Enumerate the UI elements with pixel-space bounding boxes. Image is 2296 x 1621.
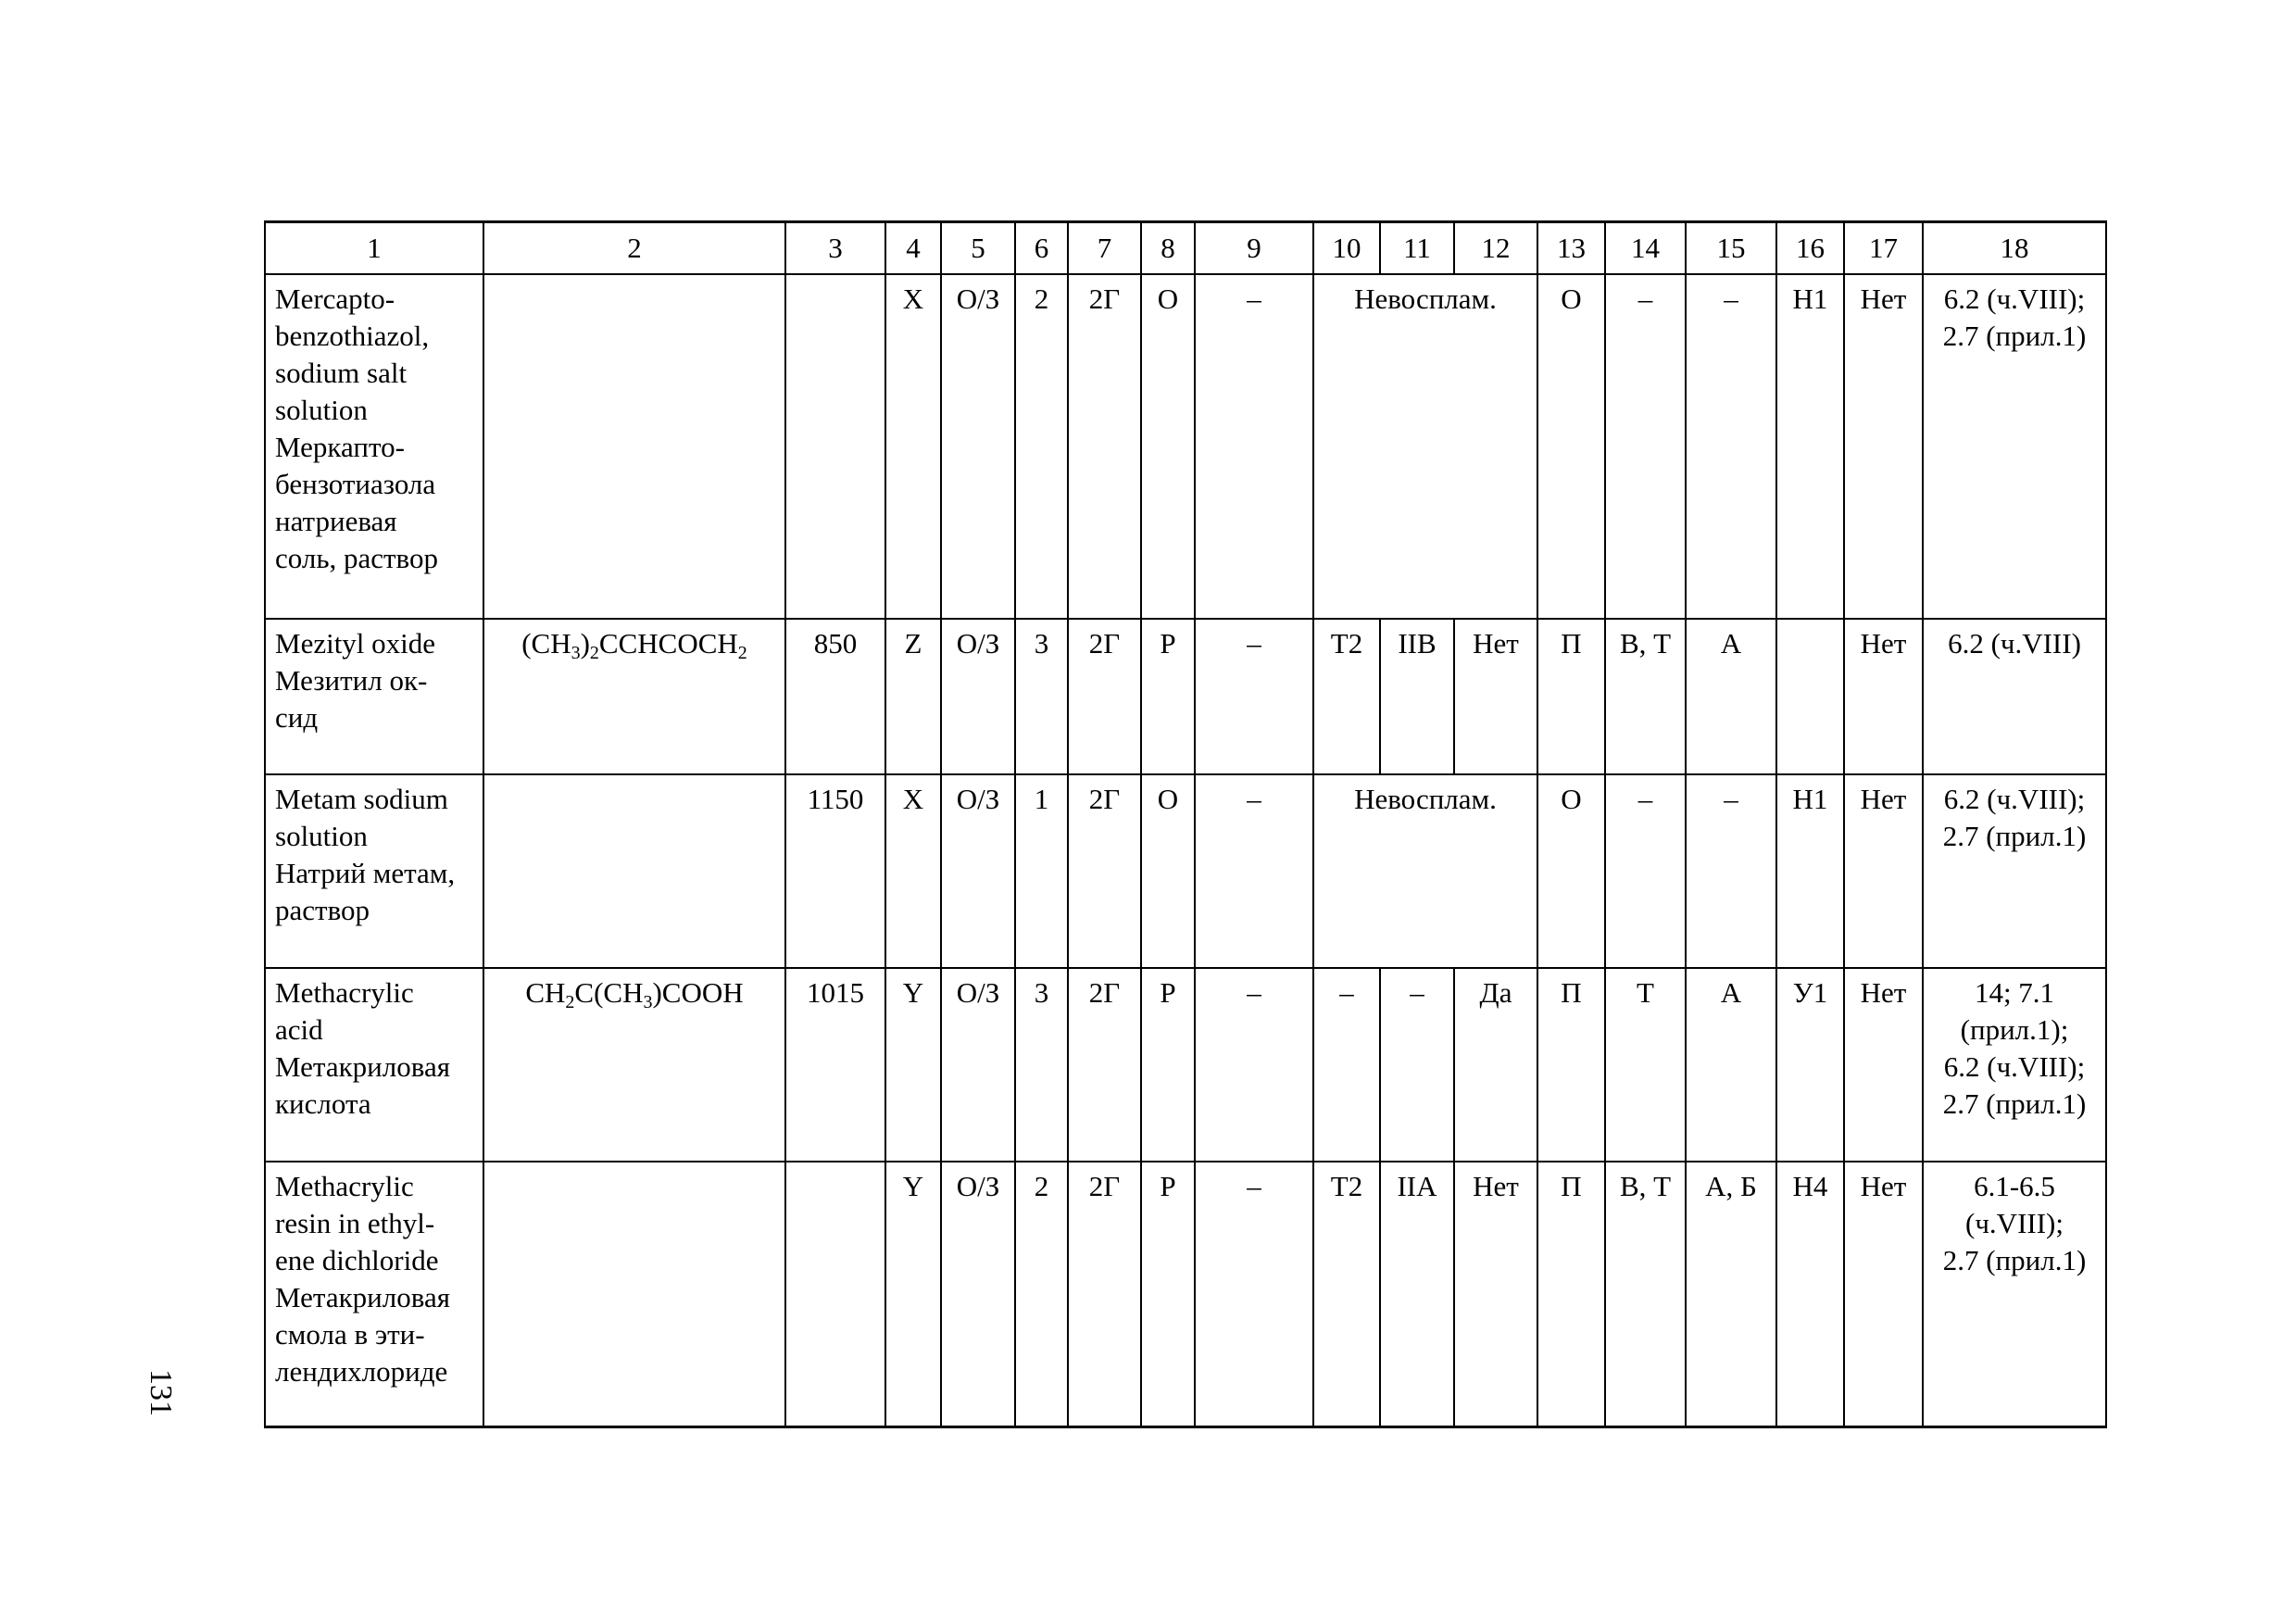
name-line: смола в эти-: [275, 1318, 425, 1351]
table-cell: Y: [885, 968, 941, 1162]
name-line: соль, раствор: [275, 542, 438, 574]
substance-name-cell: [265, 619, 483, 774]
header-cell: 10: [1313, 222, 1380, 275]
table-row: [265, 1162, 2106, 1427]
name-line: sodium salt: [275, 357, 408, 389]
table-cell: О/З: [941, 274, 1015, 619]
name-line: resin in ethyl-: [275, 1207, 435, 1239]
reference-line: 6.2 (ч.VIII);: [1943, 783, 2086, 815]
table-cell: А: [1686, 968, 1776, 1162]
formula-cell: [483, 968, 785, 1162]
table-cell: В, Т: [1605, 1162, 1686, 1427]
table-row: [265, 968, 2106, 1162]
table-cell: –: [1605, 274, 1686, 619]
formula-part: )COOH: [652, 976, 744, 1009]
name-line: benzothiazol,: [275, 320, 430, 352]
table-cell: Z: [885, 619, 941, 774]
table-cell: О: [1141, 274, 1195, 619]
name-line: solution: [275, 394, 368, 426]
table-cell: А, Б: [1686, 1162, 1776, 1427]
name-line: Меркапто-: [275, 431, 405, 463]
formula-part: C(CH: [574, 976, 644, 1009]
table-cell: Н1: [1776, 774, 1844, 968]
name-line: Mercapto-: [275, 283, 395, 315]
reference-line: 2.7 (прил.1): [1942, 820, 2087, 852]
reference-line: 2.7 (прил.1): [1942, 320, 2087, 352]
reference-cell: [1923, 968, 2106, 1162]
header-cell: 11: [1380, 222, 1454, 275]
formula-part: (CH: [521, 627, 571, 660]
substance-name-cell: [265, 1162, 483, 1427]
table-cell: –: [1195, 968, 1313, 1162]
table-cell: О/З: [941, 968, 1015, 1162]
table-cell: X: [885, 774, 941, 968]
substance-name-cell: [265, 774, 483, 968]
reference-line: 6.2 (ч.VIII);: [1943, 283, 2086, 315]
table-cell: Y: [885, 1162, 941, 1427]
table-cell: Да: [1454, 968, 1537, 1162]
header-cell: 4: [885, 222, 941, 275]
formula-part: ): [580, 627, 590, 660]
formula-subscript: 2: [565, 992, 575, 1012]
table-cell: 2: [1015, 274, 1068, 619]
formula-part: CCHCOCH: [598, 627, 738, 660]
table-cell: Нет: [1844, 774, 1923, 968]
table-cell: [1776, 619, 1844, 774]
header-cell: 2: [483, 222, 785, 275]
name-line: Натрий метам,: [275, 857, 456, 889]
table-cell: Р: [1141, 1162, 1195, 1427]
name-line: сид: [275, 701, 319, 734]
table-cell: Н4: [1776, 1162, 1844, 1427]
header-cell: 12: [1454, 222, 1537, 275]
reference-cell: [1923, 1162, 2106, 1427]
formula-cell: [483, 1162, 785, 1427]
reference-cell: [1923, 274, 2106, 619]
table-cell: 1150: [785, 774, 885, 968]
name-line: Mezityl oxide: [275, 627, 436, 660]
table-cell: –: [1313, 968, 1380, 1162]
name-line: раствор: [275, 894, 370, 926]
reference-line: (прил.1);: [1960, 1013, 2069, 1046]
substance-name-cell: [265, 968, 483, 1162]
header-cell: 16: [1776, 222, 1844, 275]
reference-line: 14; 7.1: [1974, 976, 2055, 1009]
table-cell: О: [1537, 274, 1605, 619]
table-cell: П: [1537, 1162, 1605, 1427]
name-line: solution: [275, 820, 368, 852]
table-cell: Т2: [1313, 1162, 1380, 1427]
table-cell: О: [1537, 774, 1605, 968]
formula-subscript: 3: [571, 643, 581, 663]
table-cell: –: [1686, 274, 1776, 619]
table-cell: Нет: [1844, 1162, 1923, 1427]
table-cell: Н1: [1776, 274, 1844, 619]
formula-subscript: 2: [589, 643, 599, 663]
table-cell: 1015: [785, 968, 885, 1162]
reference-cell: [1923, 619, 2106, 774]
name-line: кислота: [275, 1087, 371, 1120]
table-row: [265, 274, 2106, 619]
header-cell: 3: [785, 222, 885, 275]
table-cell: У1: [1776, 968, 1844, 1162]
header-cell: 14: [1605, 222, 1686, 275]
formula-cell: [483, 274, 785, 619]
merged-flammability-cell: Невосплам.: [1313, 774, 1537, 968]
table-cell: Нет: [1454, 619, 1537, 774]
header-cell: 1: [265, 222, 483, 275]
substance-name-cell: [265, 274, 483, 619]
table-cell: –: [1195, 774, 1313, 968]
page-number: 131: [144, 1369, 178, 1416]
table-cell: Нет: [1454, 1162, 1537, 1427]
name-line: acid: [275, 1013, 323, 1046]
reference-line: 6.2 (ч.VIII): [1948, 627, 2081, 660]
name-line: Methacrylic: [275, 976, 414, 1009]
name-line: натриевая: [275, 505, 397, 537]
header-cell: 8: [1141, 222, 1195, 275]
table-cell: [785, 274, 885, 619]
table-cell: А: [1686, 619, 1776, 774]
table-cell: 2: [1015, 1162, 1068, 1427]
formula-cell: [483, 774, 785, 968]
table-cell: –: [1605, 774, 1686, 968]
table-cell: 2Г: [1068, 619, 1141, 774]
table-cell: 2Г: [1068, 774, 1141, 968]
table-cell: –: [1195, 1162, 1313, 1427]
header-cell: 18: [1923, 222, 2106, 275]
name-line: ene dichloride: [275, 1244, 439, 1276]
formula-subscript: 2: [737, 643, 747, 663]
table-cell: IIА: [1380, 1162, 1454, 1427]
table-cell: 3: [1015, 619, 1068, 774]
name-line: Метакриловая: [275, 1050, 450, 1083]
table-cell: В, Т: [1605, 619, 1686, 774]
name-line: Metam sodium: [275, 783, 448, 815]
header-cell: 9: [1195, 222, 1313, 275]
table-cell: 2Г: [1068, 1162, 1141, 1427]
reference-line: 2.7 (прил.1): [1942, 1087, 2087, 1120]
reference-line: 2.7 (прил.1): [1942, 1244, 2087, 1276]
name-line: бензотиазола: [275, 468, 436, 500]
header-cell: 7: [1068, 222, 1141, 275]
header-cell: 5: [941, 222, 1015, 275]
table-cell: IIВ: [1380, 619, 1454, 774]
table-cell: Нет: [1844, 619, 1923, 774]
name-line: Метакриловая: [275, 1281, 450, 1313]
table-cell: 1: [1015, 774, 1068, 968]
table-cell: –: [1380, 968, 1454, 1162]
reference-line: 6.2 (ч.VIII);: [1943, 1050, 2086, 1083]
table-cell: О/З: [941, 774, 1015, 968]
table-cell: О/З: [941, 1162, 1015, 1427]
table-cell: –: [1195, 274, 1313, 619]
table-cell: 850: [785, 619, 885, 774]
table-cell: Нет: [1844, 274, 1923, 619]
table-cell: П: [1537, 619, 1605, 774]
table-cell: 2Г: [1068, 274, 1141, 619]
table-cell: X: [885, 274, 941, 619]
name-line: Methacrylic: [275, 1170, 414, 1202]
table-cell: 2Г: [1068, 968, 1141, 1162]
reference-cell: [1923, 774, 2106, 968]
reference-line: 6.1-6.5: [1974, 1170, 2055, 1202]
table-cell: Р: [1141, 968, 1195, 1162]
substances-table: [264, 220, 2107, 1428]
header-row: [265, 222, 2106, 275]
table-cell: О: [1141, 774, 1195, 968]
reference-line: (ч.VIII);: [1965, 1207, 2064, 1239]
table-cell: –: [1195, 619, 1313, 774]
table-row: [265, 619, 2106, 774]
header-cell: 6: [1015, 222, 1068, 275]
table-cell: Нет: [1844, 968, 1923, 1162]
table-cell: О/З: [941, 619, 1015, 774]
table-cell: Р: [1141, 619, 1195, 774]
table-cell: –: [1686, 774, 1776, 968]
formula-cell: [483, 619, 785, 774]
table-cell: [785, 1162, 885, 1427]
table-cell: П: [1537, 968, 1605, 1162]
table-cell: Т2: [1313, 619, 1380, 774]
table-row: [265, 774, 2106, 968]
header-cell: 13: [1537, 222, 1605, 275]
table-cell: 3: [1015, 968, 1068, 1162]
formula-subscript: 3: [643, 992, 653, 1012]
table-cell: Т: [1605, 968, 1686, 1162]
name-line: Мезитил ок-: [275, 664, 428, 697]
formula-part: CH: [525, 976, 566, 1009]
merged-flammability-cell: Невосплам.: [1313, 274, 1537, 619]
header-cell: 17: [1844, 222, 1923, 275]
header-cell: 15: [1686, 222, 1776, 275]
name-line: лендихлориде: [275, 1355, 448, 1388]
